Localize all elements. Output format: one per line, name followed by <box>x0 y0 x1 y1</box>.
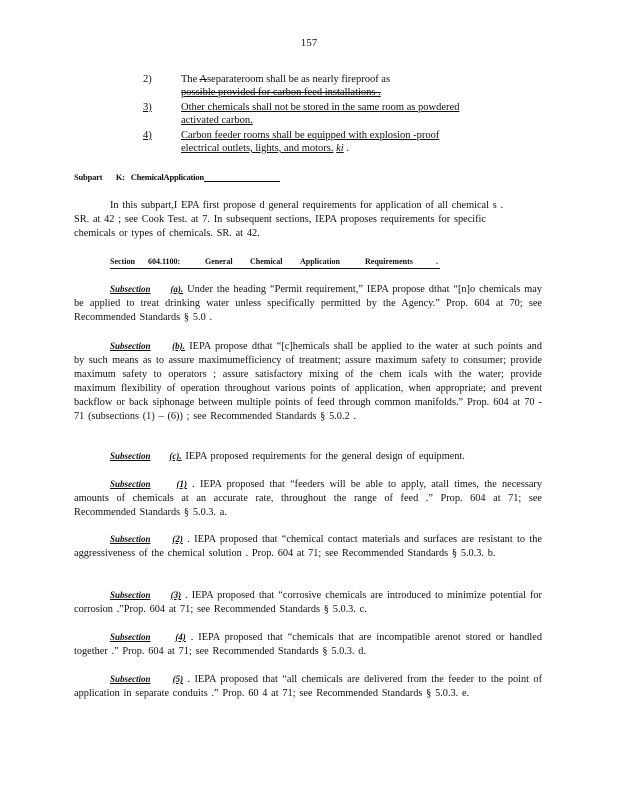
subsection-paragraph: Subsection (4) . IEPA proposed that “chemicals that are incompatible arenot stored or handled together .” Prop. 604 at 71; see Recommended Standards § 5.0.3. d. <box>74 632 542 657</box>
subsection-paragraph: Subsection (a). Under the heading “Permit requirement,” IEPA propose dthat “[n]o chemicals may be applied to treat drinking water unless specifically permitted by the Agency.” Prop. 604 at 70; see Recommended Standards § 5.0 . <box>74 284 542 323</box>
section-heading: Section 604.1100: General Chemical Application Requirements . <box>110 257 440 269</box>
subsection-paragraph: Subsection (3) . IEPA proposed that “corrosive chemicals are introduced to minimize potential for corrosion .”Prop. 604 at 71; see Recommended Standards § 5.0.3. c. <box>74 590 542 615</box>
subsection-paragraph: Subsection (2) . IEPA proposed that “chemical contact materials and surfaces are resistant to the aggressiveness of the chemical solution . Prop. 604 at 71; see Recommended Standards § 5.0.3. b. <box>74 534 542 559</box>
document-page: 157 2) The Aseparateroom shall be as nearly fireproof as possible provided for carbon feed installations . 3) Other chemicals shall not be stored in the same room as powdered activated carbon. 4) Carbon feeder rooms shall be equipped with explosion -proof electrical outlets, lights, and motors. ki . Subpart K: ChemicalApplication In this subpart,I EPA first propose d general requirements for application of all chemical s . SR. at 42 ; see Cook Test. at 7. In subsequent sections, IEPA proposes requirements for specific chemicals or types of chemicals. SR. at 42. Section 604.1100: General Chemical Application Requirements . Subsection (a). Under the heading “Permit requirement,” IEPA propose dthat “[n]o chemicals may be applied to treat drinking water unless specifically permitted by the Agency.” Prop. 604 at 70; see Recommended Standards § 5.0 . Subsection (b). IEPA propose dthat “[c]hemicals shall be applied to the water at such points and by such means as to assure maximumefficiency of treatment; assure maximum safety to consumer; provide maximum safety to operators ; assure satisfactory mixing of the chem icals with the water; provide maximum flexibility of operation throughout various points of application, when appropriate; and prevent backflow or back siphonage between multiple points of feed through common manifolds.” Prop. 604 at 70 - 71 (subsections (1) – (6)) ; see Recommended Standards § 5.0.2 . Subsection (c). IEPA proposed requirements for the general design of equipment. Subsection (1) . IEPA proposed that “feeders will be able to apply, atall times, the necessary amounts of chemicals at an accurate rate, throughout the range of feed .” Prop. 604 at 71; see Recommended Standards § 5.0.3. a. Subsection (2) . IEPA proposed that “chemical contact materials and surfaces are resistant to the aggressiveness of the chemical solution . Prop. 604 at 71; see Recommended Standards § 5.0.3. b. Subsection (3) . IEPA proposed that “corrosive chemicals are introduced to minimize potential for corrosion .”Prop. 604 at 71; see Recommended Standards § 5.0.3. c. Subsection (4) . IEPA proposed that “chemicals that are incompatible arenot stored or handled together .” Prop. 604 at 71; see Recommended Standards § 5.0.3. d. Subsection (5) . IEPA proposed that “all chemicals are delivered from the feeder to the point of application in separate conduits .” Prop. 60 4 at 71; see Recommended Standards § 5.0.3. e. <box>0 0 618 800</box>
subsection-paragraph: Subsection (1) . IEPA proposed that “feeders will be able to apply, atall times, the necessary amounts of chemicals at an accurate rate, throughout the range of feed .” Prop. 604 at 71; see Recommended Standards § 5.0.3. a. <box>74 479 542 518</box>
subsection-paragraph: Subsection (c). IEPA proposed requirements for the general design of equipment. <box>110 451 465 462</box>
subpart-heading: Subpart K: ChemicalApplication <box>74 172 280 182</box>
intro-paragraph: In this subpart,I EPA first propose d general requirements for application of all chemical s . SR. at 42 ; see Cook Test. at 7. In subsequent sections, IEPA proposes requirements for specific chemicals or types of chemicals. SR. at 42. <box>74 200 504 239</box>
page-number: 157 <box>300 37 318 49</box>
subsection-paragraph: Subsection (b). IEPA propose dthat “[c]hemicals shall be applied to the water at such points and by such means as to assure maximumefficiency of treatment; assure maximum safety to consumer; provide maximum safety to operators ; assure satisfactory mixing of the chem icals with the water; provide maximum flexibility of operation throughout various points of application, when appropriate; and prevent backflow or back siphonage between multiple points of feed through common manifolds.” Prop. 604 at 70 - 71 (subsections (1) – (6)) ; see Recommended Standards § 5.0.2 . <box>74 341 542 422</box>
subsection-paragraph: Subsection (5) . IEPA proposed that “all chemicals are delivered from the feeder to the point of application in separate conduits .” Prop. 60 4 at 71; see Recommended Standards § 5.0.3. e. <box>74 674 542 699</box>
